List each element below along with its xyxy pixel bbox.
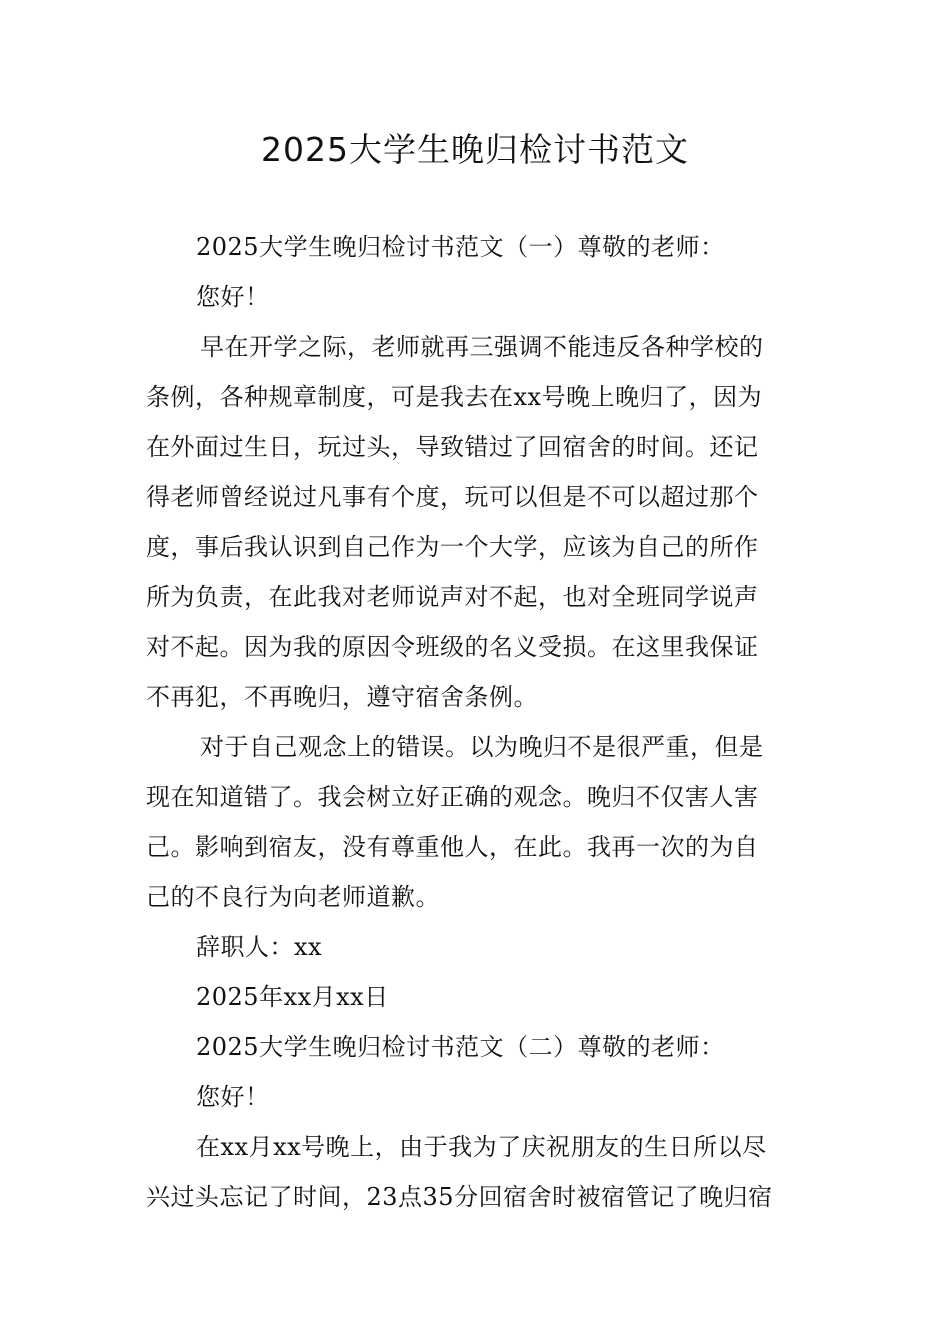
paragraph-line: 度，事后我认识到自己作为一个大学，应该为自己的所作	[146, 533, 759, 561]
paragraph-line: 对于自己观念上的错误。以为晚归不是很严重，但是	[200, 733, 764, 761]
paragraph-line: 己的不良行为向老师道歉。	[146, 883, 440, 911]
paragraph-line: 对不起。因为我的原因令班级的名义受损。在这里我保证	[146, 633, 759, 661]
paragraph-line: 不再犯，不再晚归，遵守宿舍条例。	[146, 683, 538, 711]
paragraph-line: 在xx月xx号晚上，由于我为了庆祝朋友的生日所以尽	[196, 1133, 767, 1161]
paragraph-line: 在外面过生日，玩过头，导致错过了回宿舍的时间。还记	[146, 433, 759, 461]
document-body	[146, 222, 810, 1222]
section-heading-2: 2025大学生晚归检讨书范文（二）尊敬的老师：	[196, 1033, 725, 1061]
document-title: 2025大学生晚归检讨书范文	[261, 130, 689, 169]
paragraph-line: 兴过头忘记了时间，23点35分回宿舍时被宿管记了晚归宿	[146, 1183, 773, 1211]
signature-line: 辞职人：xx	[196, 933, 323, 961]
greeting-1: 您好！	[196, 283, 270, 311]
date-line: 2025年xx月xx日	[196, 983, 389, 1011]
paragraph-line: 现在知道错了。我会树立好正确的观念。晚归不仅害人害	[146, 783, 759, 811]
paragraph-line: 条例，各种规章制度，可是我去在xx号晚上晚归了，因为	[146, 383, 763, 411]
paragraph-line: 己。影响到宿友，没有尊重他人，在此。我再一次的为自	[146, 833, 759, 861]
section-heading-1: 2025大学生晚归检讨书范文（一）尊敬的老师：	[196, 233, 725, 261]
paragraph-line: 得老师曾经说过凡事有个度，玩可以但是不可以超过那个	[146, 483, 759, 511]
paragraph-line: 所为负责，在此我对老师说声对不起，也对全班同学说声	[146, 583, 759, 611]
paragraph-line: 早在开学之际，老师就再三强调不能违反各种学校的	[200, 333, 764, 361]
greeting-2: 您好！	[196, 1083, 270, 1111]
